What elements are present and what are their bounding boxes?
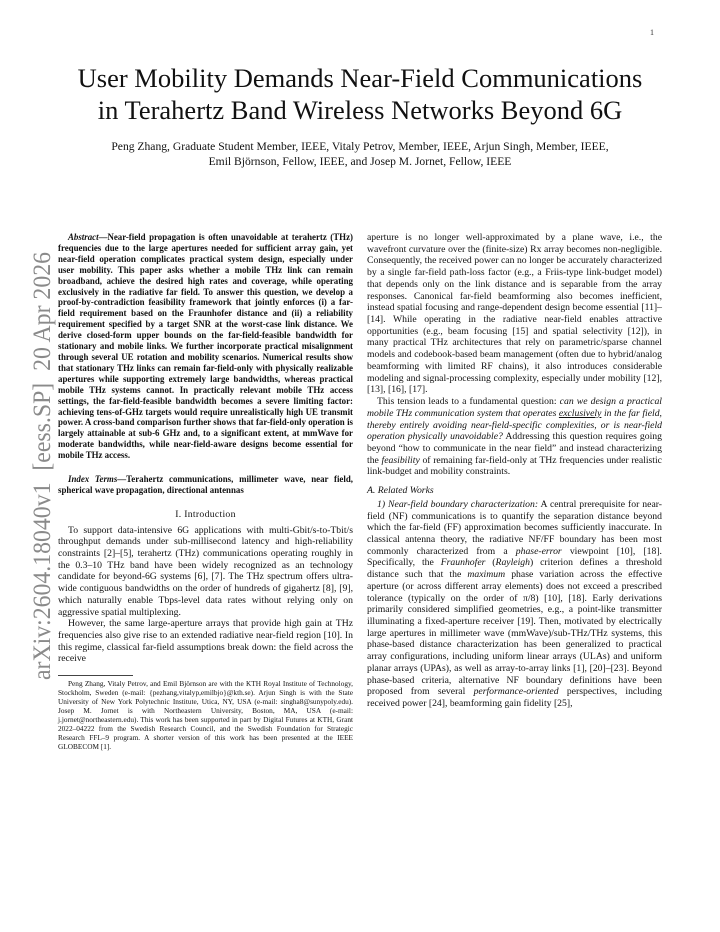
section-heading-introduction: I. Introduction: [175, 508, 236, 520]
right-column: [367, 232, 662, 710]
arxiv-id: arXiv:2604.18040v1 [eess.SP] 20 Apr 2026: [29, 250, 56, 680]
rq-question-3: field-specific complexities, or is near-field operation physically unavoidable?: [367, 419, 662, 443]
footnote-divider: [58, 675, 133, 676]
research-question-paragraph: [367, 396, 662, 478]
arxiv-stamp: [20, 250, 60, 680]
left-column: [58, 232, 353, 751]
title-line-1: User Mobility Demands Near-Field Communications: [77, 63, 643, 93]
rq-text-b: Addressing this question requires going beyond “how to communicate in the near field” and instead characterizing the: [367, 431, 662, 466]
rw-phase-error: phase-error: [515, 545, 562, 557]
abstract-text: —Near-field propagation is often unavoidable at terahertz (THz) frequencies due to the large apertures needed for sufficient array gain, yet near-field operation complicates practical system design, especially under user mobility. This paper asks whether a mobile THz link can remain broadband, achieve the desired high rates and coverage, while operating exclusively in the radiative far field. To answer this question, we develop a proof-by-contradiction feasibility framework that jointly enforces (i) a far-field requirement based on the Fraunhofer distance and (ii) a reliability requirement specified by a target SNR at the worst-case link distance. We derive closed-form upper bounds on the far-field-feasible bandwidth for stationary and mobile links. We further incorporate practical misalignment through several UE rotation and mobility scenarios. Numerical results show that stationary THz links can remain far-field-only with physically realizable apertures while supporting extremely large bandwidths, whereas practical mobile THz systems cannot. In practically relevant mobile THz access settings, the far-field-feasible bandwidth becomes a severe limiting factor: achieving tens-of-GHz targets would require unrealistically high UE transmit power. A cross-band comparison further shows that far-field-only operation is largely attainable at sub-6 GHz and, to a significant extent, at mmWave for moderate bandwidths, while near-field-aware designs become essential for mobile THz access.: [58, 232, 353, 461]
rq-question-2: in the far field, thereby entirely avoiding near-: [367, 407, 662, 431]
right-paragraph-1: aperture is no longer well-approximated by a plane wave, i.e., the wavefront curvature over the (finite-size) Rx array becomes non-negligible. Consequently, the received power can no longer be accurately characterized by a single far-field path-loss factor (e.g., a Friis-type link-budget model) that depends only on the link distance and is separable from the array responses. Canonical far-field beamforming also becomes inefficient, instead spatial focusing and range-dependent design become essential [11]–[14]. While operating in the radiative near-field enables attractive opportunities (e.g., beam focusing [15] and spatial selectivity [12]), in many practical THz architectures that rely on parametric/sparse channel models and codebook-based beam management (often due to hybrid/analog beamforming with limited RF chains), it also introduces considerable modeling and signal-processing complexity, especially under mobility [12], [13], [16], [17].: [367, 232, 662, 396]
rw-fraunhofer: Fraunhofer: [440, 557, 486, 569]
authors-line-1: Peng Zhang, Graduate Student Member, IEEE, Vitaly Petrov, Member, IEEE, Arjun Singh, Member, IEEE,: [111, 140, 609, 153]
index-terms-lead: Index Terms: [68, 474, 118, 485]
rw-text-1: A central prerequisite for near-field (NF) communications is to quantify the separation distance beyond which the far-field (FF) approximation becomes sufficiently inaccurate. In classical antenna theory, the radiative NF/FF boundary has been most commonly characterized from a: [367, 498, 662, 557]
rw-text-4: ) criterion defines a threshold distance such that the: [367, 557, 662, 581]
rw-text-5: phase variation across the effective aperture (or across different array elements) does not exceed a prescribed tolerance (typically on the order of π/8) [10], [18]. Early derivations primarily considered simplified geometries, e.g., a point-like transmitter illuminating a fixed-aperture receiver [19]. Then, motivated by electrically large apertures in millimeter wave (mmWave)/sub-THz/THz systems, this phase-based distance characterization has been generalized to practical array configurations, including uniform linear arrays (ULAs) and uniform planar arrays (UPAs), as well as array-to-array links [1], [20]–[23]. Beyond phase-based criteria, alternative NF boundary definitions have been proposed from several: [367, 569, 662, 698]
rq-feasibility: feasibility: [381, 454, 420, 466]
rw-rayleigh: Rayleigh: [495, 557, 530, 569]
related-works-paragraph: [367, 499, 662, 710]
rq-question-1: can we design a practical mobile THz communication system that operates: [367, 396, 662, 419]
index-terms-text: —Terahertz communications, millimeter wave, near field, spherical wave propagation, directional antennas: [58, 474, 353, 495]
rw-maximum: maximum: [467, 569, 506, 581]
page-number: 1: [650, 28, 654, 37]
intro-paragraph-1: To support data-intensive 6G applications with multi-Gbit/s-to-Tbit/s throughput demands under sub-millisecond latency and high-reliability constraints [2]–[5], terahertz (THz) communications operating roughly in the 0.3–10 THz band have been widely recognized as an technology candidate for beyond-6G systems [6], [7]. The THz spectrum offers ultra-wide contiguous bandwidths on the order of hundreds of gigahertz [8], [9], which naturally enable Tbps-level data rates without relying only on aggressive spatial multiplexing.: [58, 524, 353, 618]
rq-text-a: This tension leads to a fundamental question:: [377, 396, 560, 408]
paper-title: [40, 62, 680, 126]
index-terms: [58, 474, 353, 496]
affiliation-footnote: Peng Zhang, Vitaly Petrov, and Emil Björnson are with the KTH Royal Institute of Technology, Stockholm, Sweden (e-mail: {pezhang,vitalyp,emilbjo}@kth.se). Arjun Singh is with the State University of New York Polytechnic Institute, Utica, NY, USA (e-mail: singha8@sunypoly.edu). Josep M. Jornet is with Northeastern University, Boston, MA, USA (e-mail: j.jornet@northeastern.edu). This work has been supported in part by Digital Futures at KTH, Grant 2022–04222 from the Swedish Research Council, and the Swedish Foundation for Strategic Research FFL–9 program. A shorter version of this work has been presented at the IEEE GLOBECOM [1].: [58, 679, 353, 751]
rw-text-3: (: [485, 557, 496, 569]
rw-text-6: perspectives, including received power [24], beamforming gain fidelity [25],: [367, 686, 662, 710]
intro-paragraph-2: However, the same large-aperture arrays that provide high gain at THz frequencies also give rise to an extended radiative near-field region [10]. In this regime, classical far-field assumptions break down: the field across the receive: [58, 618, 353, 665]
rq-question-emphasis: exclusively: [558, 407, 602, 419]
title-line-2: in Terahertz Band Wireless Networks Beyond 6G: [97, 95, 623, 125]
authors-line-2: Emil Björnson, Fellow, IEEE, and Josep M. Jornet, Fellow, IEEE: [208, 155, 512, 168]
abstract: [58, 232, 353, 461]
rq-text-d: of remaining far-field-only at THz frequencies under realistic link-budget and mobility constraints.: [367, 454, 662, 478]
abstract-lead: Abstract: [68, 232, 99, 242]
author-list: [60, 139, 660, 169]
subsection-related-works: A. Related Works: [367, 485, 434, 497]
rw-lead: 1) Near-field boundary characterization:: [377, 498, 539, 510]
rw-text-2: viewpoint [10], [18]. Specifically, the: [367, 545, 662, 569]
rw-performance-oriented: performance-oriented: [473, 686, 559, 698]
